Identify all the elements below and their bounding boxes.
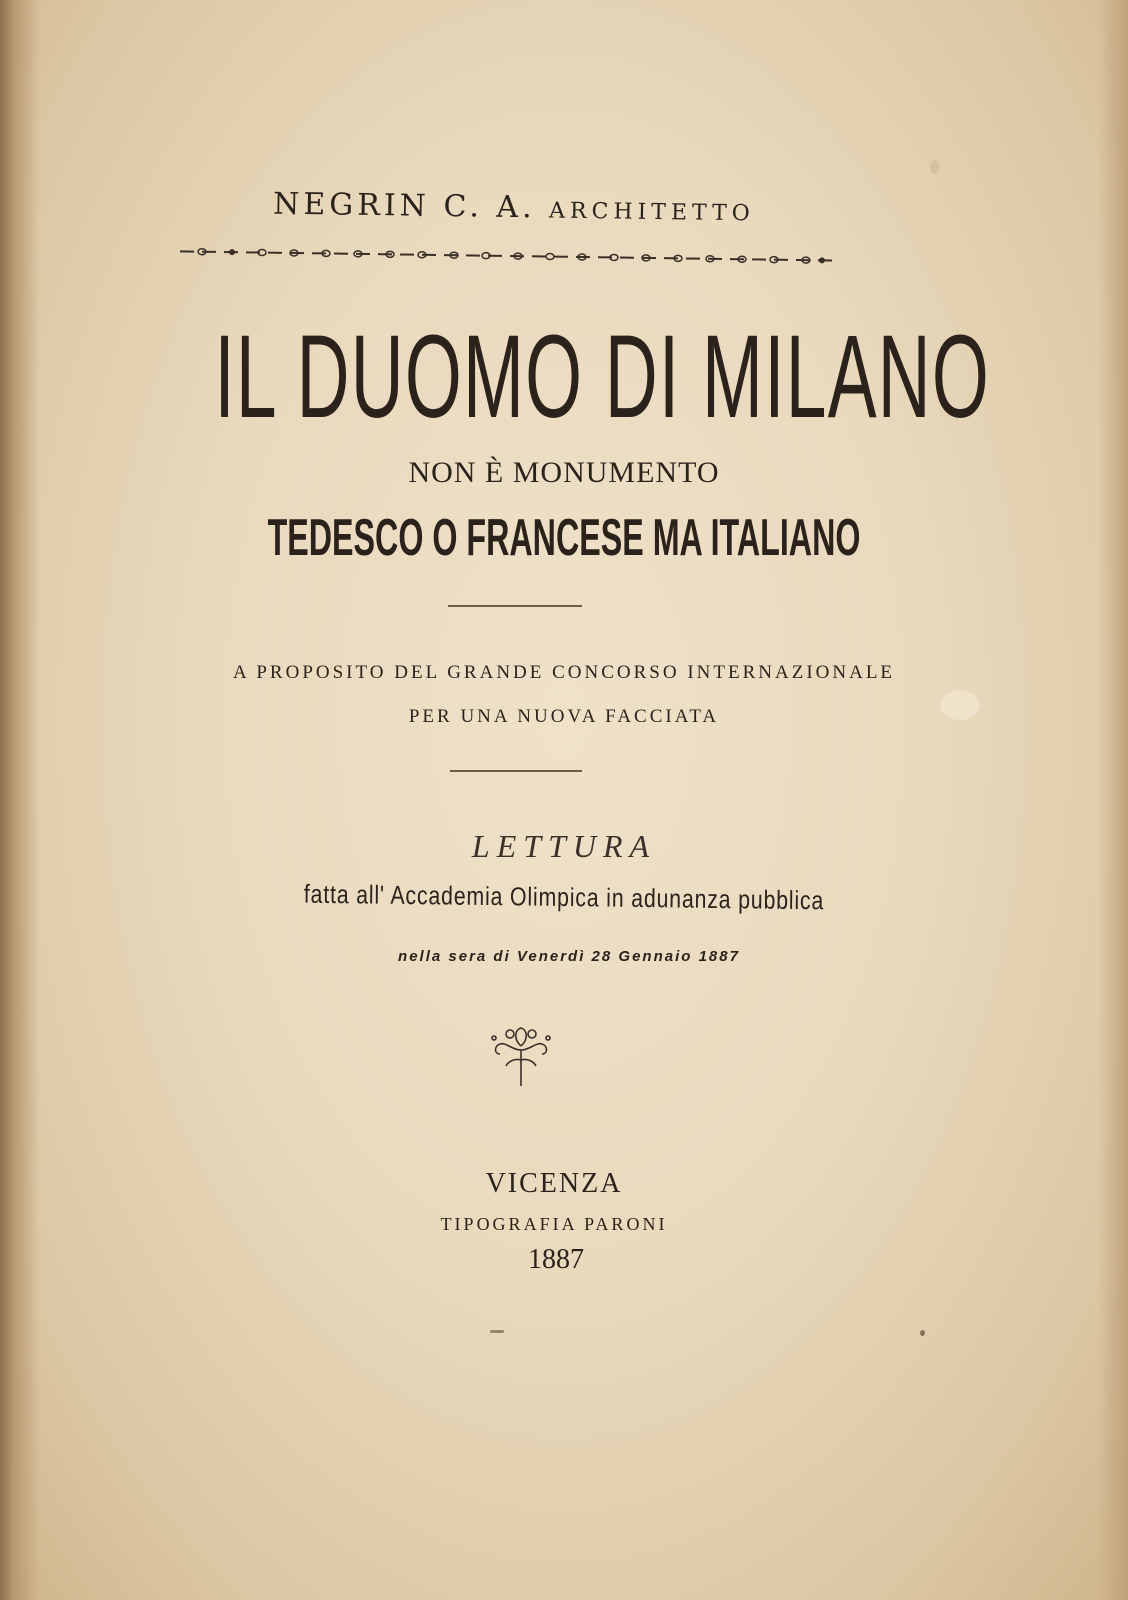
fleuron-ornament bbox=[486, 1020, 556, 1088]
imprint-year: 1887 bbox=[528, 1244, 584, 1275]
imprint-city: VICENZA bbox=[485, 1168, 623, 1199]
author-line bbox=[0, 182, 1078, 233]
paper-stain bbox=[930, 160, 940, 174]
paper-stain bbox=[490, 1330, 504, 1333]
imprint-printer: TIPOGRAFIA PARONI bbox=[440, 1214, 668, 1234]
divider-rule bbox=[448, 605, 582, 607]
lecture-date: nella sera di Venerdì 28 Gennaio 1887 bbox=[398, 948, 740, 965]
author-name: NEGRIN C. A. bbox=[272, 186, 536, 226]
lecture-detail: fatta all' Accademia Olimpica in adunanza pubblica bbox=[303, 878, 825, 916]
divider-rule bbox=[450, 770, 582, 772]
paper-stain bbox=[920, 1330, 925, 1336]
lettura-heading: LETTURA bbox=[471, 828, 657, 864]
occasion-line-2: PER UNA NUOVA FACCIATA bbox=[408, 706, 720, 727]
main-title: IL DUOMO DI MILANO bbox=[214, 311, 990, 443]
author-profession: ARCHITETTO bbox=[548, 198, 755, 227]
occasion-line-1: A PROPOSITO DEL GRANDE CONCORSO INTERNAZIONALE bbox=[232, 662, 896, 683]
subtitle-line-1: NON È MONUMENTO bbox=[408, 456, 720, 489]
chain-ornament-rule bbox=[180, 243, 840, 268]
subtitle-line-2: TEDESCO O FRANCESE MA ITALIANO bbox=[267, 509, 861, 567]
